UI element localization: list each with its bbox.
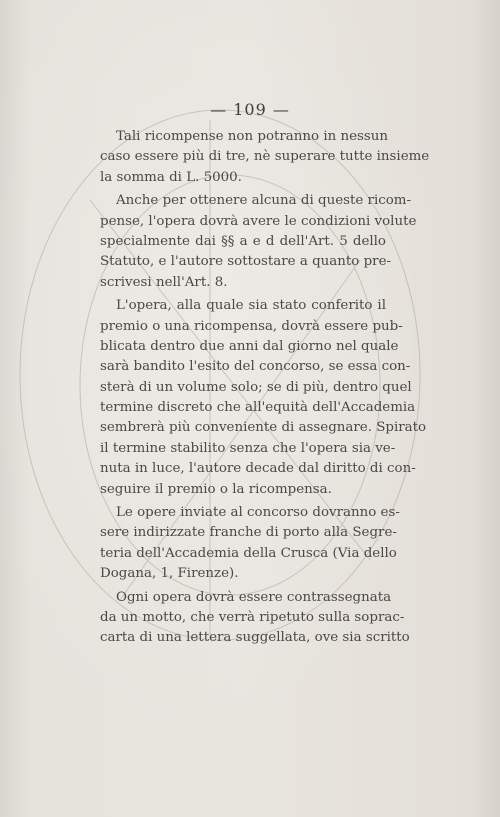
text-line: blicata dentro due anni dal giorno nel quale — [100, 338, 399, 354]
text-line: da un motto, che verrà ripetuto sulla soprac- — [100, 609, 405, 625]
text-line: Anche per ottenere alcuna di queste ricom- — [116, 193, 412, 209]
text-line: seguire il premio o la ricompensa. — [100, 481, 332, 497]
text-line: L'opera, alla quale sia stato conferito il — [116, 298, 386, 314]
text-line: specialmente dai §§ a e d dell'Art. 5 dello — [100, 233, 386, 249]
text-line: Ogni opera dovrà essere contrassegnata — [116, 589, 392, 605]
text-line: nuta in luce, l'autore decade dal diritto di con- — [100, 461, 416, 477]
text-line: termine discreto che all'equità dell'Accademia — [100, 400, 416, 416]
text-line: scrivesi nell'Art. 8. — [100, 274, 228, 290]
text-line: pense, l'opera dovrà avere le condizioni volute — [100, 213, 417, 229]
text-line: caso essere più di tre, nè superare tutte insieme — [100, 149, 430, 165]
text-line: sere indirizzate franche di porto alla Segre- — [100, 525, 397, 541]
text-line: sarà bandito l'esito del concorso, se essa con- — [100, 359, 411, 375]
text-line: Statuto, e l'autore sottostare a quanto pre- — [100, 254, 392, 270]
paragraph — [100, 296, 427, 500]
text-line: sterà di un volume solo; se di più, dentro quel — [100, 379, 412, 395]
text-line: sembrerà più conveniente di assegnare. Spirato — [100, 420, 427, 436]
paragraph — [100, 588, 410, 649]
text-line: carta di una lettera suggellata, ove sia scritto — [100, 630, 410, 646]
text-line: Le opere inviate al concorso dovranno es- — [116, 505, 400, 521]
paragraph — [100, 127, 430, 188]
text-line: il termine stabilito senza che l'opera sia ve- — [100, 440, 396, 456]
text-line: premio o una ricompensa, dovrà essere pub- — [100, 318, 403, 334]
text-line: Dogana, 1, Firenze). — [100, 566, 239, 582]
text-line: teria dell'Accademia della Crusca (Via dello — [100, 545, 397, 561]
paragraph — [100, 503, 400, 585]
text-line: la somma di L. 5000. — [100, 169, 242, 185]
text-line: Tali ricompense non potranno in nessun — [116, 129, 389, 144]
body-text — [100, 127, 430, 649]
page-number: — 109 — — [210, 100, 290, 119]
paragraph — [100, 191, 417, 293]
